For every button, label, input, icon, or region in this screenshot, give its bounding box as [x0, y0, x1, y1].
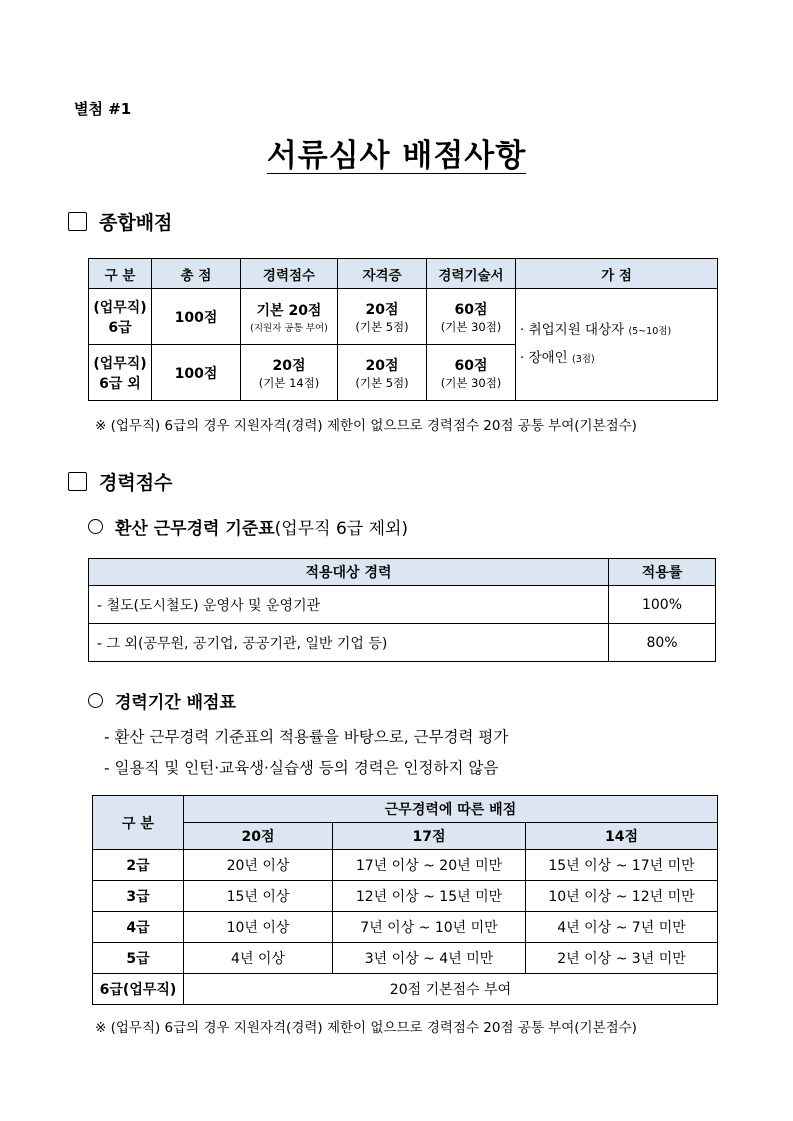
range-cell: 2년 이상 ~ 3년 미만	[526, 943, 718, 974]
conversion-table	[88, 558, 716, 662]
total-cell: 100점	[152, 289, 241, 345]
corner-header: 구 분	[93, 796, 184, 850]
grade-cell: 2급	[93, 850, 184, 881]
table-row	[93, 912, 718, 943]
attachment-label: 별첨 #1	[74, 100, 132, 118]
table-row	[89, 586, 716, 624]
career-cell: 기본 20점 (지원자 공통 부여)	[241, 289, 338, 345]
col-header: 총 점	[152, 259, 241, 289]
cert-cell: 20점 (기본 5점)	[338, 345, 427, 401]
bonus-cell	[516, 289, 718, 401]
career-period-table	[92, 795, 718, 1005]
table-row	[89, 289, 718, 345]
grade-cell: 3급	[93, 881, 184, 912]
rate-cell: 80%	[609, 624, 716, 662]
range-cell: 4년 이상 ~ 7년 미만	[526, 912, 718, 943]
footnote: ※ (업무직) 6급의 경우 지원자격(경력) 제한이 없으므로 경력점수 20점 공통 부여(기본점수)	[95, 418, 637, 434]
score-header: 17점	[333, 823, 526, 850]
section-heading-total	[68, 208, 172, 235]
col-header: 적용률	[609, 559, 716, 586]
circle-icon	[88, 519, 103, 534]
bonus-item: · 취업지원 대상자 (5~10점)	[520, 321, 672, 338]
bullet-item: - 환산 근무경력 기준표의 적용률을 바탕으로, 근무경력 평가	[104, 728, 509, 746]
career-type-cell: - 철도(도시철도) 운영사 및 운영기관	[89, 586, 609, 624]
range-cell: 15년 이상 ~ 17년 미만	[526, 850, 718, 881]
section-title: 종합배점	[99, 212, 173, 234]
page-title: 서류심사 배점사항	[266, 138, 527, 174]
checkbox-icon	[68, 212, 87, 231]
range-cell: 4년 이상	[184, 943, 333, 974]
table-row	[93, 943, 718, 974]
section-title: 경력점수	[99, 472, 173, 494]
col-header: 가 점	[516, 259, 718, 289]
total-score-table	[88, 258, 718, 401]
career-type-cell: - 그 외(공무원, 공기업, 공공기관, 일반 기업 등)	[89, 624, 609, 662]
career-cell: 20점 (기본 14점)	[241, 345, 338, 401]
subsection-heading	[88, 688, 236, 713]
circle-icon	[88, 693, 103, 708]
col-header: 경력기술서	[427, 259, 516, 289]
col-header: 자격증	[338, 259, 427, 289]
col-header: 경력점수	[241, 259, 338, 289]
grade-cell: 5급	[93, 943, 184, 974]
grade-cell: 6급(업무직)	[93, 974, 184, 1005]
essay-cell: 60점 (기본 30점)	[427, 289, 516, 345]
checkbox-icon	[68, 472, 87, 491]
range-cell: 10년 이상	[184, 912, 333, 943]
range-cell: 15년 이상	[184, 881, 333, 912]
default-score-cell: 20점 기본점수 부여	[184, 974, 718, 1005]
table-row	[93, 881, 718, 912]
row-category: (업무직) 6급 외	[89, 345, 152, 401]
range-cell: 3년 이상 ~ 4년 미만	[333, 943, 526, 974]
range-cell: 10년 이상 ~ 12년 미만	[526, 881, 718, 912]
subsection-heading	[88, 514, 408, 539]
table-row	[93, 850, 718, 881]
section-heading-career	[68, 468, 172, 495]
col-header: 구 분	[89, 259, 152, 289]
range-cell: 20년 이상	[184, 850, 333, 881]
footnote: ※ (업무직) 6급의 경우 지원자격(경력) 제한이 없으므로 경력점수 20점 공통 부여(기본점수)	[95, 1020, 637, 1036]
group-header: 근무경력에 따른 배점	[184, 796, 718, 823]
row-category: (업무직) 6급	[89, 289, 152, 345]
bonus-item: · 장애인 (3점)	[520, 349, 595, 366]
score-header: 20점	[184, 823, 333, 850]
range-cell: 12년 이상 ~ 15년 미만	[333, 881, 526, 912]
table-row	[89, 624, 716, 662]
range-cell: 17년 이상 ~ 20년 미만	[333, 850, 526, 881]
page-title-wrap	[0, 130, 793, 175]
cert-cell: 20점 (기본 5점)	[338, 289, 427, 345]
total-cell: 100점	[152, 345, 241, 401]
col-header: 적용대상 경력	[89, 559, 609, 586]
score-header: 14점	[526, 823, 718, 850]
grade-cell: 4급	[93, 912, 184, 943]
subsection-title: 경력기간 배점표	[115, 693, 236, 713]
bullet-item: - 일용직 및 인턴·교육생·실습생 등의 경력은 인정하지 않음	[104, 759, 499, 777]
rate-cell: 100%	[609, 586, 716, 624]
essay-cell: 60점 (기본 30점)	[427, 345, 516, 401]
subsection-title: 환산 근무경력 기준표	[115, 519, 275, 539]
subsection-title-suffix: (업무직 6급 제외)	[274, 519, 409, 539]
range-cell: 7년 이상 ~ 10년 미만	[333, 912, 526, 943]
table-row	[93, 974, 718, 1005]
